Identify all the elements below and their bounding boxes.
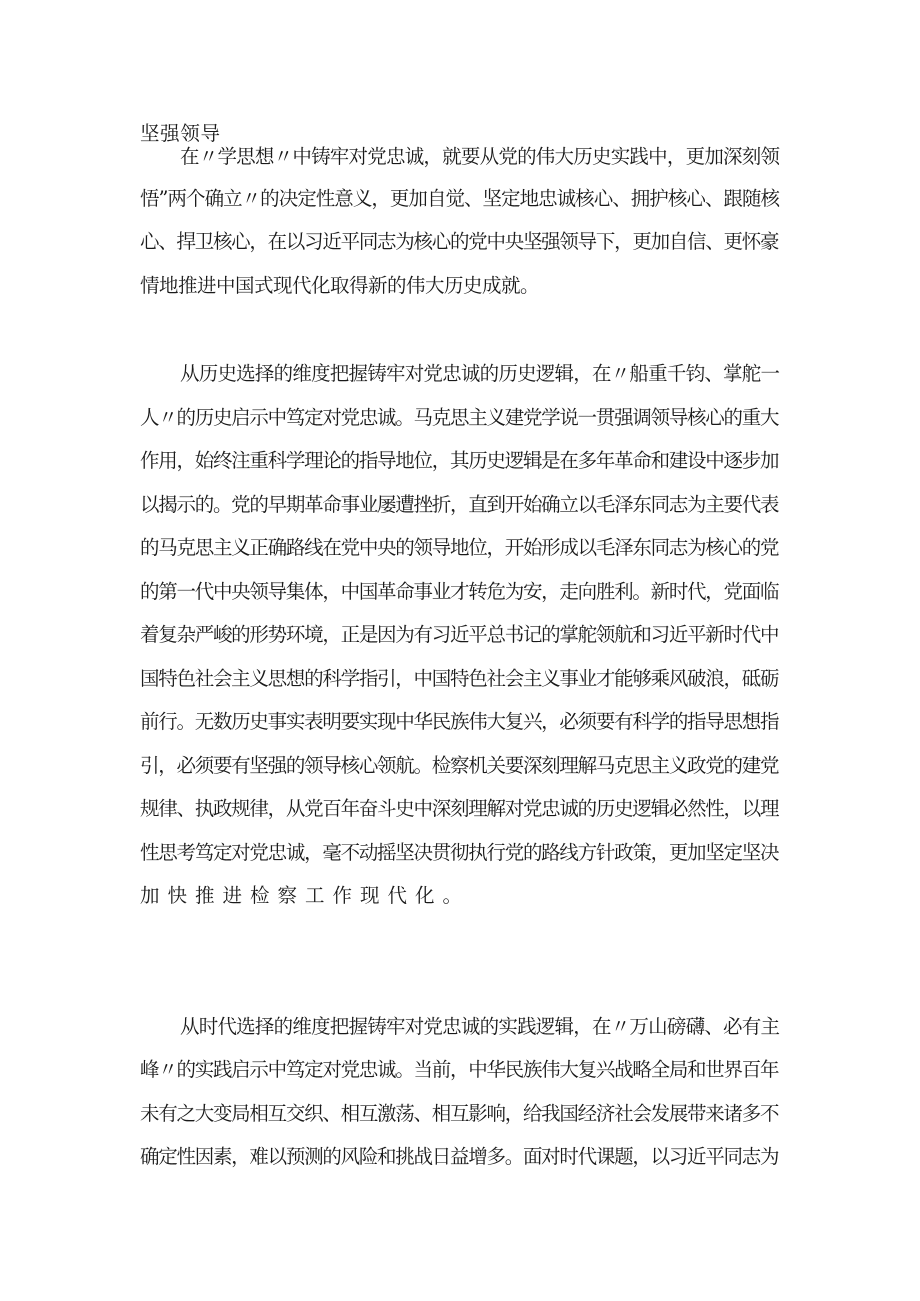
paragraph-3-line-2: 峰〃的实践启示中笃定对党忠诚。当前，中华民族伟大复兴战略全局和世界百年 [140,1058,779,1081]
paragraph-2-line-5: 的马克思主义正确路线在党中央的领导地位，开始形成以毛泽东同志为核心的党 [140,536,779,559]
paragraph-2-line-8: 国特色社会主义思想的科学指引，中国特色社会主义事业才能够乘风破浪，砥砺 [140,667,779,690]
paragraph-2-line-13: 加快推进检察工作现代化。 [140,884,471,907]
paragraph-2-line-6: 的第一代中央领导集体，中国革命事业才转危为安，走向胜利。新时代，党面临 [140,580,779,603]
paragraph-1-line-1: 在〃学思想〃中铸牢对党忠诚，就要从党的伟大历史实践中，更加深刻领 [180,145,780,168]
paragraph-3-line-3: 未有之大变局相互交织、相互激荡、相互影响，给我国经济社会发展带来诸多不 [140,1102,779,1125]
paragraph-2-line-7: 着复杂严峻的形势环境，正是因为有习近平总书记的掌舵领航和习近平新时代中 [140,623,779,646]
paragraph-1-line-2: 悟”两个确立〃的决定性意义，更加自觉、坚定地忠诚核心、拥护核心、跟随核 [140,187,779,210]
paragraph-2-line-3: 作用，始终注重科学理论的指导地位，其历史逻辑是在多年革命和建设中逐步加 [140,449,779,472]
paragraph-1-line-3: 心、捍卫核心，在以习近平同志为核心的党中央坚强领导下，更加自信、更怀豪 [140,230,779,253]
paragraph-2-line-10: 引，必须要有坚强的领导核心领航。检察机关要深刻理解马克思主义政党的建党 [140,754,779,777]
paragraph-2-line-12: 性思考笃定对党忠诚，毫不动摇坚决贯彻执行党的路线方针政策，更加坚定坚决 [140,841,779,864]
paragraph-2-line-1: 从历史选择的维度把握铸牢对党忠诚的历史逻辑，在〃船重千钧、掌舵一 [180,362,780,385]
paragraph-2-line-2: 人〃的历史启示中笃定对党忠诚。马克思主义建党学说一贯强调领导核心的重大 [140,406,779,429]
paragraph-3-line-4: 确定性因素，难以预测的风险和挑战日益增多。面对时代课题，以习近平同志为 [140,1145,779,1168]
paragraph-3-line-1: 从时代选择的维度把握铸牢对党忠诚的实践逻辑，在〃万山磅礴、必有主 [180,1015,780,1038]
paragraph-2-line-11: 规律、执政规律，从党百年奋斗史中深刻理解对党忠诚的历史逻辑必然性，以理 [140,797,779,820]
section-heading: 坚强领导 [140,122,221,145]
paragraph-2-line-9: 前行。无数历史事实表明要实现中华民族伟大复兴，必须要有科学的指导思想指 [140,710,779,733]
paragraph-2-line-4: 以揭示的。党的早期革命事业屡遭挫折，直到开始确立以毛泽东同志为主要代表 [140,493,779,516]
paragraph-1-line-4: 情地推进中国式现代化取得新的伟大历史成就。 [140,274,540,297]
